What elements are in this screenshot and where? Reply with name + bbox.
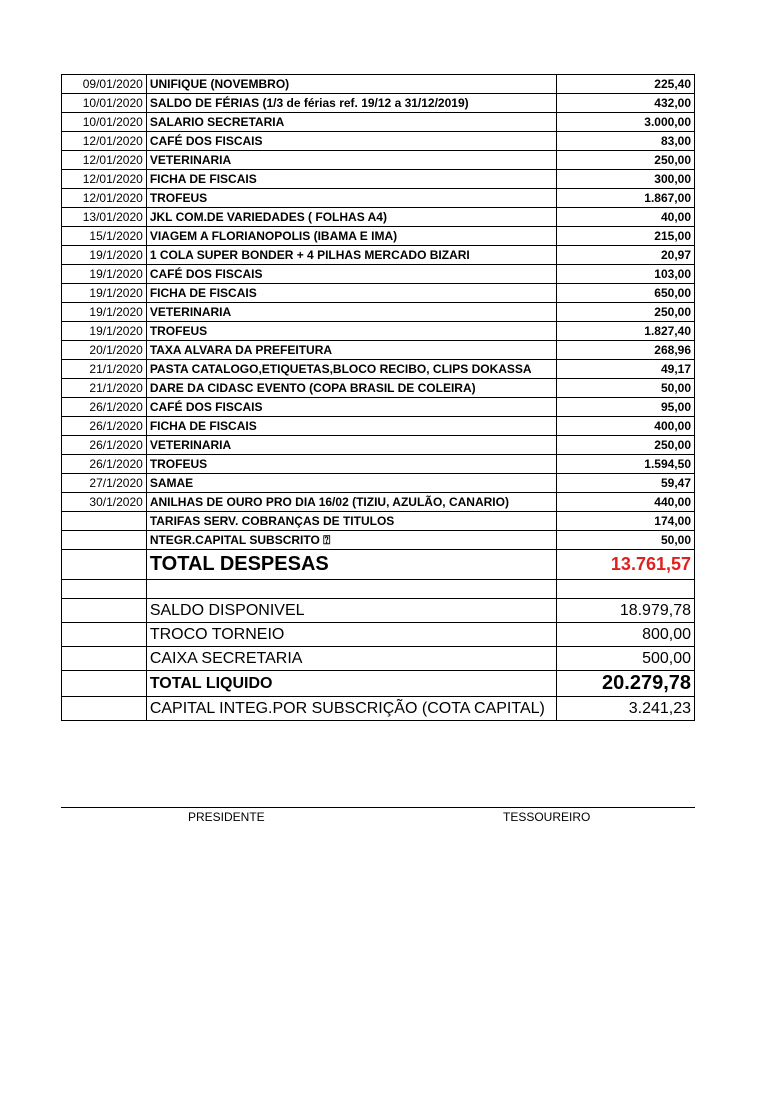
- expense-row: [62, 398, 695, 417]
- expense-value: 40,00: [557, 208, 695, 227]
- summary-label: SALDO DISPONIVEL: [146, 599, 557, 623]
- expense-date: 19/1/2020: [62, 303, 147, 322]
- expense-date: 26/1/2020: [62, 398, 147, 417]
- expense-date: 20/1/2020: [62, 341, 147, 360]
- expense-date: 26/1/2020: [62, 417, 147, 436]
- expense-date: [62, 512, 147, 531]
- expense-value: 250,00: [557, 303, 695, 322]
- expense-row: [62, 284, 695, 303]
- summary-label: TROCO TORNEIO: [146, 623, 557, 647]
- total-expenses-value: 13.761,57: [557, 550, 695, 580]
- expense-value: 432,00: [557, 94, 695, 113]
- summary-value: 500,00: [557, 647, 695, 671]
- expense-date: 10/01/2020: [62, 94, 147, 113]
- expense-value: 103,00: [557, 265, 695, 284]
- expense-row: [62, 493, 695, 512]
- expense-row: [62, 132, 695, 151]
- expense-description: PASTA CATALOGO,ETIQUETAS,BLOCO RECIBO, CLIPS DOKASSA: [146, 360, 557, 379]
- expense-description: FICHA DE FISCAIS: [146, 170, 557, 189]
- expense-description: TROFEUS: [146, 322, 557, 341]
- expense-row: [62, 474, 695, 493]
- expense-row: [62, 170, 695, 189]
- expense-value: 1.594,50: [557, 455, 695, 474]
- expense-description: CAFÉ DOS FISCAIS: [146, 265, 557, 284]
- expense-value: 400,00: [557, 417, 695, 436]
- total-expenses-row: [62, 550, 695, 580]
- expense-row: [62, 265, 695, 284]
- expense-description: TAXA ALVARA DA PREFEITURA: [146, 341, 557, 360]
- expense-date: 19/1/2020: [62, 246, 147, 265]
- expense-row: [62, 512, 695, 531]
- expense-description: CAFÉ DOS FISCAIS: [146, 132, 557, 151]
- expense-value: 250,00: [557, 151, 695, 170]
- expense-row: [62, 379, 695, 398]
- expense-date: 26/1/2020: [62, 455, 147, 474]
- summary-row-caixa: [62, 647, 695, 671]
- expense-value: 440,00: [557, 493, 695, 512]
- expense-date: 09/01/2020: [62, 75, 147, 94]
- expense-description: TROFEUS: [146, 455, 557, 474]
- expense-description: TARIFAS SERV. COBRANÇAS DE TITULOS: [146, 512, 557, 531]
- expense-value: 300,00: [557, 170, 695, 189]
- expense-value: 49,17: [557, 360, 695, 379]
- total-net-row: [62, 671, 695, 697]
- expense-row: [62, 246, 695, 265]
- capital-label: CAPITAL INTEG.POR SUBSCRIÇÃO (COTA CAPITAL): [146, 697, 557, 721]
- expense-value: 3.000,00: [557, 113, 695, 132]
- expense-date: 12/01/2020: [62, 132, 147, 151]
- total-net-value: 20.279,78: [557, 671, 695, 697]
- expense-description: SALDO DE FÉRIAS (1/3 de férias ref. 19/12 a 31/12/2019): [146, 94, 557, 113]
- expense-description: UNIFIQUE (NOVEMBRO): [146, 75, 557, 94]
- expense-date: 21/1/2020: [62, 360, 147, 379]
- expense-description: DARE DA CIDASC EVENTO (COPA BRASIL DE COLEIRA): [146, 379, 557, 398]
- expense-description: FICHA DE FISCAIS: [146, 417, 557, 436]
- expense-date: [62, 531, 147, 550]
- expense-row: [62, 189, 695, 208]
- expense-description: VETERINARIA: [146, 151, 557, 170]
- total-expenses-label: TOTAL DESPESAS: [146, 550, 557, 580]
- expense-description: VIAGEM A FLORIANOPOLIS (IBAMA E IMA): [146, 227, 557, 246]
- capital-value: 3.241,23: [557, 697, 695, 721]
- expense-row: [62, 208, 695, 227]
- expense-date: 19/1/2020: [62, 322, 147, 341]
- expense-row: [62, 531, 695, 550]
- expense-row: [62, 227, 695, 246]
- summary-value: 800,00: [557, 623, 695, 647]
- expense-row: [62, 322, 695, 341]
- expense-row: [62, 341, 695, 360]
- expense-date: 27/1/2020: [62, 474, 147, 493]
- signature-president-label: PRESIDENTE: [188, 810, 265, 824]
- expense-date: 15/1/2020: [62, 227, 147, 246]
- expense-value: 268,96: [557, 341, 695, 360]
- expense-ledger-table: [61, 74, 695, 721]
- expense-date: 10/01/2020: [62, 113, 147, 132]
- summary-value: 18.979,78: [557, 599, 695, 623]
- expense-value: 59,47: [557, 474, 695, 493]
- summary-row-saldo: [62, 599, 695, 623]
- expense-row: [62, 94, 695, 113]
- expense-ledger-body: [62, 75, 695, 721]
- expense-description: VETERINARIA: [146, 436, 557, 455]
- expense-date: 30/1/2020: [62, 493, 147, 512]
- expense-value: 50,00: [557, 531, 695, 550]
- expense-row: [62, 417, 695, 436]
- expense-row: [62, 436, 695, 455]
- expense-date: 12/01/2020: [62, 189, 147, 208]
- expense-date: 19/1/2020: [62, 284, 147, 303]
- total-expenses-date-cell: [62, 550, 147, 580]
- expense-description: FICHA DE FISCAIS: [146, 284, 557, 303]
- signature-treasurer-label: TESSOUREIRO: [503, 810, 591, 824]
- expense-value: 215,00: [557, 227, 695, 246]
- expense-value: 650,00: [557, 284, 695, 303]
- blank-row: [62, 580, 695, 599]
- expense-row: [62, 360, 695, 379]
- summary-label: CAIXA SECRETARIA: [146, 647, 557, 671]
- expense-description: 1 COLA SUPER BONDER + 4 PILHAS MERCADO BIZARI: [146, 246, 557, 265]
- expense-value: 20,97: [557, 246, 695, 265]
- expense-row: [62, 455, 695, 474]
- expense-row: [62, 151, 695, 170]
- expense-value: 1.867,00: [557, 189, 695, 208]
- expense-description: CAFÉ DOS FISCAIS: [146, 398, 557, 417]
- expense-description: ANILHAS DE OURO PRO DIA 16/02 (TIZIU, AZULÃO, CANARIO): [146, 493, 557, 512]
- expense-value: 83,00: [557, 132, 695, 151]
- capital-row: [62, 697, 695, 721]
- expense-value: 250,00: [557, 436, 695, 455]
- expense-value: 225,40: [557, 75, 695, 94]
- expense-date: 19/1/2020: [62, 265, 147, 284]
- expense-description: TROFEUS: [146, 189, 557, 208]
- expense-date: 12/01/2020: [62, 151, 147, 170]
- expense-value: 174,00: [557, 512, 695, 531]
- signature-line: [61, 807, 695, 808]
- expense-row: [62, 75, 695, 94]
- expense-date: 26/1/2020: [62, 436, 147, 455]
- expense-date: 21/1/2020: [62, 379, 147, 398]
- expense-description: JKL COM.DE VARIEDADES ( FOLHAS A4): [146, 208, 557, 227]
- expense-row: [62, 113, 695, 132]
- expense-value: 95,00: [557, 398, 695, 417]
- expense-value: 1.827,40: [557, 322, 695, 341]
- total-net-label: TOTAL LIQUIDO: [146, 671, 557, 697]
- expense-date: 12/01/2020: [62, 170, 147, 189]
- expense-row: [62, 303, 695, 322]
- summary-row-troco: [62, 623, 695, 647]
- expense-date: 13/01/2020: [62, 208, 147, 227]
- expense-description: NTEGR.CAPITAL SUBSCRITO ⍰: [146, 531, 557, 550]
- expense-description: SAMAE: [146, 474, 557, 493]
- expense-description: VETERINARIA: [146, 303, 557, 322]
- expense-description: SALARIO SECRETARIA: [146, 113, 557, 132]
- expense-value: 50,00: [557, 379, 695, 398]
